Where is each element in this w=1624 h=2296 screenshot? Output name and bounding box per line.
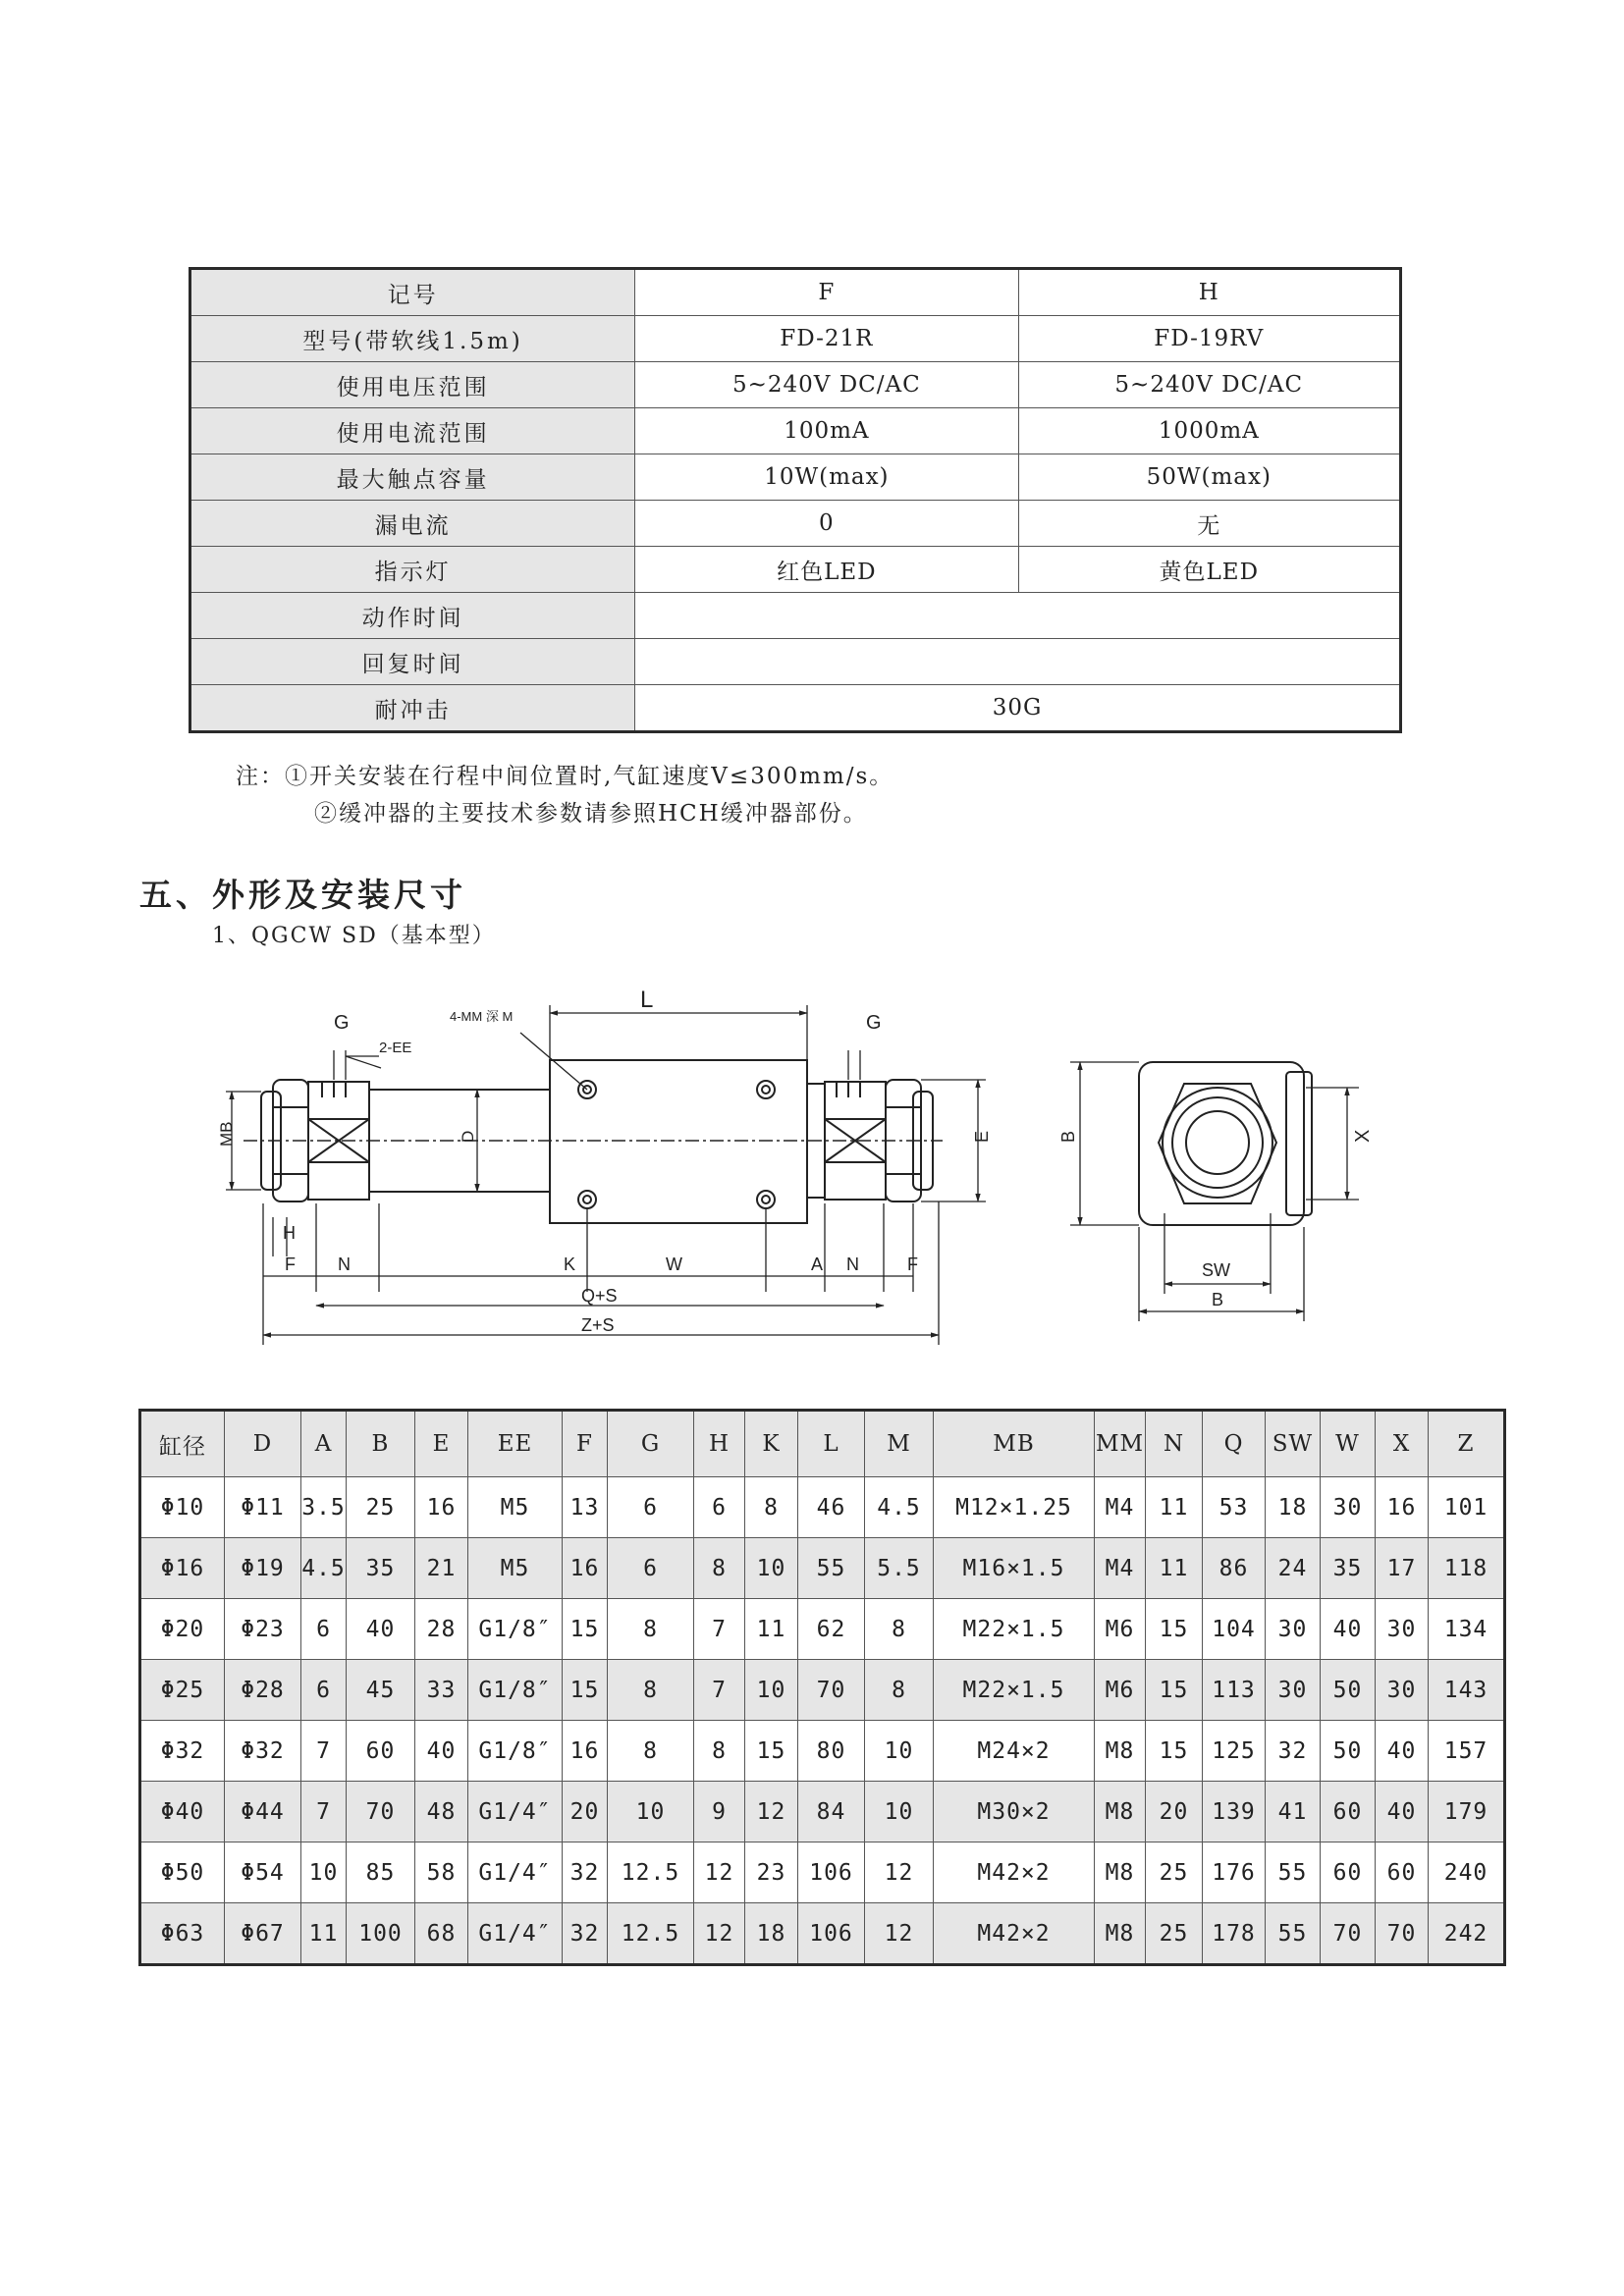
dim-cell: Φ32: [225, 1721, 301, 1782]
dim-cell: 35: [1321, 1538, 1376, 1599]
dim-header-cell: EE: [468, 1411, 563, 1477]
spec-label: 回复时间: [190, 639, 635, 685]
dim-cell: 106: [798, 1842, 865, 1903]
dim-cell: Φ54: [225, 1842, 301, 1903]
dim-header-row: [140, 1411, 1505, 1477]
dimension-table: [138, 1409, 1506, 1966]
dim-cell: 139: [1203, 1782, 1266, 1842]
dim-cell: 12: [745, 1782, 798, 1842]
spec-label: 最大触点容量: [190, 454, 635, 501]
dim-cell: 84: [798, 1782, 865, 1842]
dim-cell: M8: [1095, 1721, 1146, 1782]
end-view: [1139, 1062, 1312, 1225]
dim-cell: 86: [1203, 1538, 1266, 1599]
dim-cell: 40: [1321, 1599, 1376, 1660]
dim-cell: 6: [608, 1477, 694, 1538]
dim-header-cell: M: [865, 1411, 934, 1477]
dim-cell: Φ25: [140, 1660, 225, 1721]
spec-header-f: F: [635, 269, 1018, 316]
label-e: E: [972, 1130, 992, 1143]
dim-cell: 33: [415, 1660, 468, 1721]
dim-cell: G1/8″: [468, 1599, 563, 1660]
dim-header-cell: G: [608, 1411, 694, 1477]
dim-cell: 41: [1266, 1782, 1321, 1842]
dim-cell: 15: [563, 1599, 608, 1660]
dim-cell: 80: [798, 1721, 865, 1782]
dim-cell: 55: [1266, 1842, 1321, 1903]
section-title: 五、外形及安装尺寸: [139, 876, 466, 914]
note-line-1: 注：①开关安装在行程中间位置时,气缸速度V≤300mm/s。: [236, 764, 894, 789]
spec-value-merged: 30G: [635, 685, 1401, 732]
spec-value-h: 1000mA: [1018, 408, 1400, 454]
spec-label: 动作时间: [190, 593, 635, 639]
dim-cell: G1/4″: [468, 1903, 563, 1965]
label-f-right: F: [907, 1255, 918, 1274]
spec-value-f: 5~240V DC/AC: [635, 362, 1018, 408]
dim-cell: 30: [1266, 1660, 1321, 1721]
spec-header-row: [190, 269, 1401, 316]
dim-cell: 32: [1266, 1721, 1321, 1782]
dim-cell: 55: [798, 1538, 865, 1599]
label-ee: 2-EE: [379, 1040, 412, 1056]
spec-label: 耐冲击: [190, 685, 635, 732]
dim-cell: 16: [563, 1538, 608, 1599]
spec-label: 使用电压范围: [190, 362, 635, 408]
dim-cell: 7: [301, 1782, 347, 1842]
dim-cell: Φ44: [225, 1782, 301, 1842]
label-w: W: [666, 1255, 682, 1274]
dim-cell: 100: [347, 1903, 415, 1965]
dim-cell: 8: [608, 1660, 694, 1721]
label-f-left: F: [285, 1255, 296, 1274]
note-line-2: ②缓冲器的主要技术参数请参照HCH缓冲器部份。: [314, 801, 868, 827]
dim-cell: M22×1.5: [934, 1660, 1095, 1721]
dim-cell: 15: [1146, 1721, 1203, 1782]
spec-row: [190, 547, 1401, 593]
dim-row: [140, 1538, 1505, 1599]
dim-cell: M24×2: [934, 1721, 1095, 1782]
dim-row: [140, 1782, 1505, 1842]
spec-label: 使用电流范围: [190, 408, 635, 454]
dim-cell: Φ23: [225, 1599, 301, 1660]
dim-cell: 53: [1203, 1477, 1266, 1538]
dim-cell: M5: [468, 1477, 563, 1538]
spec-value-h: 黄色LED: [1018, 547, 1400, 593]
dim-cell: M30×2: [934, 1782, 1095, 1842]
dim-cell: 18: [745, 1903, 798, 1965]
dim-cell: M42×2: [934, 1842, 1095, 1903]
dim-cell: 125: [1203, 1721, 1266, 1782]
dim-row: [140, 1660, 1505, 1721]
spec-header-h: H: [1018, 269, 1400, 316]
spec-row: [190, 362, 1401, 408]
dim-cell: 25: [1146, 1842, 1203, 1903]
dim-row: [140, 1842, 1505, 1903]
label-g-right: G: [866, 1012, 882, 1034]
dim-header-cell: F: [563, 1411, 608, 1477]
dim-header-cell: A: [301, 1411, 347, 1477]
dim-cell: 46: [798, 1477, 865, 1538]
dim-cell: 16: [415, 1477, 468, 1538]
label-n-left: N: [338, 1255, 351, 1274]
spec-row: [190, 408, 1401, 454]
dim-cell: M4: [1095, 1477, 1146, 1538]
dim-cell: 16: [1376, 1477, 1429, 1538]
dim-cell: 12.5: [608, 1903, 694, 1965]
dim-cell: 70: [798, 1660, 865, 1721]
spec-label: 漏电流: [190, 501, 635, 547]
dim-header-cell: W: [1321, 1411, 1376, 1477]
dim-cell: 9: [694, 1782, 745, 1842]
dim-cell: 24: [1266, 1538, 1321, 1599]
dim-header-cell: SW: [1266, 1411, 1321, 1477]
dim-cell: 3.5: [301, 1477, 347, 1538]
dim-cell: Φ11: [225, 1477, 301, 1538]
dim-cell: 143: [1429, 1660, 1505, 1721]
dim-cell: 10: [745, 1660, 798, 1721]
dim-cell: 8: [745, 1477, 798, 1538]
dim-cell: 17: [1376, 1538, 1429, 1599]
label-mm-hole: 4-MM 深 M: [450, 1009, 514, 1024]
dim-cell: 6: [608, 1538, 694, 1599]
dim-cell: G1/8″: [468, 1660, 563, 1721]
spec-value-f: 100mA: [635, 408, 1018, 454]
dim-cell: 11: [745, 1599, 798, 1660]
spec-value-h: 50W(max): [1018, 454, 1400, 501]
dim-cell: M4: [1095, 1538, 1146, 1599]
dim-cell: 240: [1429, 1842, 1505, 1903]
dim-cell: 12: [865, 1842, 934, 1903]
dim-cell: 32: [563, 1842, 608, 1903]
dim-cell: 50: [1321, 1660, 1376, 1721]
dim-cell: 40: [1376, 1721, 1429, 1782]
dim-cell: 60: [1321, 1842, 1376, 1903]
dim-cell: 176: [1203, 1842, 1266, 1903]
dim-cell: 10: [865, 1721, 934, 1782]
spec-value-h: FD-19RV: [1018, 316, 1400, 362]
spec-header-label: 记号: [190, 269, 635, 316]
dim-header-cell: Q: [1203, 1411, 1266, 1477]
dim-cell: 45: [347, 1660, 415, 1721]
dim-cell: 104: [1203, 1599, 1266, 1660]
label-b-horizontal: B: [1212, 1290, 1224, 1309]
dim-cell: 11: [301, 1903, 347, 1965]
dim-cell: 23: [745, 1842, 798, 1903]
dim-header-cell: N: [1146, 1411, 1203, 1477]
dim-cell: 7: [694, 1660, 745, 1721]
dim-header-cell: B: [347, 1411, 415, 1477]
dim-header-cell: X: [1376, 1411, 1429, 1477]
dim-cell: 60: [347, 1721, 415, 1782]
dim-row: [140, 1477, 1505, 1538]
dim-cell: 5.5: [865, 1538, 934, 1599]
dim-cell: 85: [347, 1842, 415, 1903]
dim-cell: 20: [563, 1782, 608, 1842]
spec-value-f: 红色LED: [635, 547, 1018, 593]
dim-row: [140, 1599, 1505, 1660]
dim-cell: Φ28: [225, 1660, 301, 1721]
label-x: X: [1352, 1129, 1374, 1143]
dim-cell: Φ32: [140, 1721, 225, 1782]
spec-value-h: 5~240V DC/AC: [1018, 362, 1400, 408]
dim-header-cell: 缸径: [140, 1411, 225, 1477]
spec-value-f: 0: [635, 501, 1018, 547]
dim-cell: Φ10: [140, 1477, 225, 1538]
label-d: D: [459, 1130, 477, 1143]
cylinder-body: [550, 1060, 807, 1223]
spec-value-f: FD-21R: [635, 316, 1018, 362]
dim-cell: 18: [1266, 1477, 1321, 1538]
dim-cell: Φ16: [140, 1538, 225, 1599]
dim-cell: 12.5: [608, 1842, 694, 1903]
dim-cell: 242: [1429, 1903, 1505, 1965]
dimension-drawing: [196, 982, 1434, 1374]
dim-cell: 106: [798, 1903, 865, 1965]
label-z-s: Z+S: [581, 1315, 615, 1335]
dim-cell: M6: [1095, 1599, 1146, 1660]
dim-cell: 7: [301, 1721, 347, 1782]
label-l: L: [640, 987, 654, 1013]
spec-value-merged: [635, 639, 1401, 685]
dim-cell: M8: [1095, 1842, 1146, 1903]
dim-cell: 25: [1146, 1903, 1203, 1965]
dim-cell: 8: [865, 1660, 934, 1721]
dim-cell: 20: [1146, 1782, 1203, 1842]
dim-row: [140, 1903, 1505, 1965]
dim-row: [140, 1721, 1505, 1782]
dim-cell: 50: [1321, 1721, 1376, 1782]
dim-cell: G1/8″: [468, 1721, 563, 1782]
label-mb: MB: [217, 1121, 236, 1147]
dim-cell: 28: [415, 1599, 468, 1660]
dim-cell: 70: [347, 1782, 415, 1842]
dim-cell: G1/4″: [468, 1782, 563, 1842]
dim-cell: 10: [608, 1782, 694, 1842]
dim-cell: 35: [347, 1538, 415, 1599]
dim-cell: Φ67: [225, 1903, 301, 1965]
spec-value-f: 10W(max): [635, 454, 1018, 501]
dim-cell: 15: [1146, 1599, 1203, 1660]
dim-cell: M8: [1095, 1903, 1146, 1965]
dim-cell: 30: [1376, 1599, 1429, 1660]
dim-cell: 8: [608, 1599, 694, 1660]
section-subtitle: 1、QGCW SD（基本型）: [212, 924, 496, 948]
dim-header-cell: MM: [1095, 1411, 1146, 1477]
label-q-s: Q+S: [581, 1286, 618, 1306]
dim-cell: 118: [1429, 1538, 1505, 1599]
dim-header-cell: L: [798, 1411, 865, 1477]
dim-cell: 40: [1376, 1782, 1429, 1842]
spec-row-action-time: [190, 593, 1401, 639]
dim-cell: 8: [865, 1599, 934, 1660]
dim-cell: 11: [1146, 1538, 1203, 1599]
dim-header-cell: Z: [1429, 1411, 1505, 1477]
dim-cell: Φ20: [140, 1599, 225, 1660]
dim-header-cell: K: [745, 1411, 798, 1477]
spec-row-recovery-time: [190, 639, 1401, 685]
spec-value-merged: [635, 593, 1401, 639]
dim-cell: 70: [1376, 1903, 1429, 1965]
dim-cell: G1/4″: [468, 1842, 563, 1903]
dim-header-cell: MB: [934, 1411, 1095, 1477]
dim-cell: 11: [1146, 1477, 1203, 1538]
label-h: H: [283, 1223, 296, 1243]
dim-cell: 21: [415, 1538, 468, 1599]
dim-cell: 12: [694, 1903, 745, 1965]
dim-cell: 157: [1429, 1721, 1505, 1782]
dim-cell: M5: [468, 1538, 563, 1599]
dim-cell: 10: [865, 1782, 934, 1842]
dim-cell: 10: [745, 1538, 798, 1599]
dim-cell: 179: [1429, 1782, 1505, 1842]
dim-cell: 32: [563, 1903, 608, 1965]
switch-spec-table: [189, 267, 1402, 733]
dim-cell: M42×2: [934, 1903, 1095, 1965]
dim-cell: 30: [1266, 1599, 1321, 1660]
spec-row: [190, 501, 1401, 547]
dim-header-cell: D: [225, 1411, 301, 1477]
dim-cell: 178: [1203, 1903, 1266, 1965]
dim-cell: Φ40: [140, 1782, 225, 1842]
dim-cell: 58: [415, 1842, 468, 1903]
dim-cell: 40: [347, 1599, 415, 1660]
dim-cell: 15: [563, 1660, 608, 1721]
dim-cell: 134: [1429, 1599, 1505, 1660]
label-b-vertical: B: [1058, 1130, 1078, 1143]
dim-cell: 10: [301, 1842, 347, 1903]
dim-cell: 48: [415, 1782, 468, 1842]
spec-row: [190, 316, 1401, 362]
dim-cell: 62: [798, 1599, 865, 1660]
dim-cell: Φ19: [225, 1538, 301, 1599]
dim-cell: 25: [347, 1477, 415, 1538]
spec-row-shock: [190, 685, 1401, 732]
dim-cell: 68: [415, 1903, 468, 1965]
dim-header-cell: E: [415, 1411, 468, 1477]
dim-cell: M16×1.5: [934, 1538, 1095, 1599]
dim-cell: 8: [694, 1538, 745, 1599]
dim-cell: 8: [608, 1721, 694, 1782]
dim-cell: M8: [1095, 1782, 1146, 1842]
dim-cell: 60: [1321, 1782, 1376, 1842]
dim-cell: Φ63: [140, 1903, 225, 1965]
label-g-left: G: [334, 1012, 350, 1034]
dim-cell: 113: [1203, 1660, 1266, 1721]
dim-cell: 6: [694, 1477, 745, 1538]
dim-cell: 101: [1429, 1477, 1505, 1538]
dim-cell: 15: [745, 1721, 798, 1782]
dim-header-cell: H: [694, 1411, 745, 1477]
label-sw: SW: [1202, 1260, 1230, 1280]
dim-cell: 16: [563, 1721, 608, 1782]
dim-cell: 13: [563, 1477, 608, 1538]
dim-cell: 12: [694, 1842, 745, 1903]
dim-cell: 55: [1266, 1903, 1321, 1965]
dim-cell: 40: [415, 1721, 468, 1782]
spec-label: 型号(带软线1.5m): [190, 316, 635, 362]
dim-cell: 15: [1146, 1660, 1203, 1721]
dim-cell: 60: [1376, 1842, 1429, 1903]
dim-cell: 4.5: [865, 1477, 934, 1538]
label-n-right: N: [846, 1255, 859, 1274]
dim-cell: 30: [1321, 1477, 1376, 1538]
dim-cell: 8: [694, 1721, 745, 1782]
dim-cell: M12×1.25: [934, 1477, 1095, 1538]
spec-value-h: 无: [1018, 501, 1400, 547]
label-a: A: [811, 1255, 824, 1274]
dim-cell: 30: [1376, 1660, 1429, 1721]
dim-cell: 70: [1321, 1903, 1376, 1965]
dim-cell: 4.5: [301, 1538, 347, 1599]
spec-label: 指示灯: [190, 547, 635, 593]
dim-cell: M22×1.5: [934, 1599, 1095, 1660]
dim-cell: 12: [865, 1903, 934, 1965]
dim-cell: 6: [301, 1660, 347, 1721]
label-k: K: [564, 1255, 576, 1274]
dim-cell: Φ50: [140, 1842, 225, 1903]
spec-row: [190, 454, 1401, 501]
dim-cell: 6: [301, 1599, 347, 1660]
dim-cell: 7: [694, 1599, 745, 1660]
dim-cell: M6: [1095, 1660, 1146, 1721]
